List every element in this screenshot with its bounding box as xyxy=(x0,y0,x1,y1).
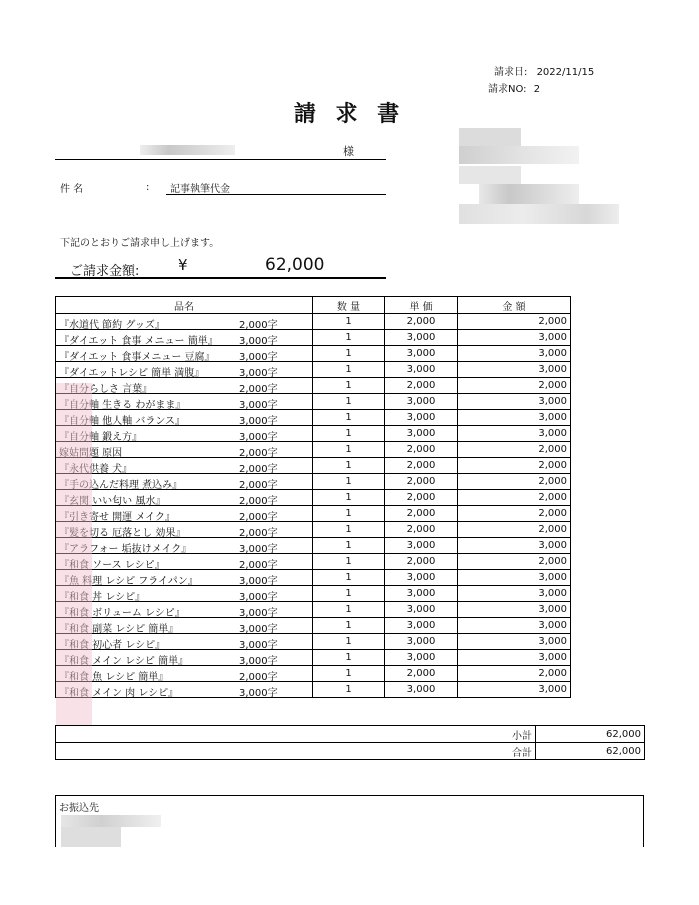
item-qty: 1 xyxy=(313,602,385,618)
total-amount-underline xyxy=(55,277,386,279)
item-unit-price: 3,000 xyxy=(385,570,458,586)
item-amount: 2,000 xyxy=(458,378,571,394)
item-amount: 3,000 xyxy=(458,682,571,698)
item-name: 『和食 ボリューム レシピ』 xyxy=(59,608,185,619)
item-unit-price: 2,000 xyxy=(385,506,458,522)
item-chars: 2,000字 xyxy=(239,560,278,571)
item-unit-price: 2,000 xyxy=(385,522,458,538)
item-name-cell xyxy=(56,650,313,666)
item-name-cell xyxy=(56,458,313,474)
item-amount: 3,000 xyxy=(458,602,571,618)
item-unit-price: 2,000 xyxy=(385,314,458,330)
item-chars: 2,000字 xyxy=(239,528,278,539)
table-row xyxy=(56,602,571,618)
invoice-date-label: 請求日: xyxy=(494,67,528,78)
item-unit-price: 3,000 xyxy=(385,346,458,362)
item-name-cell xyxy=(56,682,313,698)
item-chars: 3,000字 xyxy=(239,656,278,667)
item-chars: 3,000字 xyxy=(239,416,278,427)
table-row xyxy=(56,618,571,634)
item-unit-price: 3,000 xyxy=(385,410,458,426)
item-name-cell xyxy=(56,362,313,378)
table-row xyxy=(56,650,571,666)
item-name: 『ダイエット 食事 メニュー 簡単』 xyxy=(59,336,218,347)
item-amount: 2,000 xyxy=(458,506,571,522)
item-name: 『和食 魚 レシピ 簡単』 xyxy=(59,672,169,683)
table-row xyxy=(56,570,571,586)
table-row xyxy=(56,314,571,330)
item-amount: 2,000 xyxy=(458,474,571,490)
item-amount: 3,000 xyxy=(458,410,571,426)
sender-info-redacted-4 xyxy=(479,184,579,204)
item-chars: 3,000字 xyxy=(239,352,278,363)
item-chars: 3,000字 xyxy=(239,592,278,603)
item-name: 『自分らしさ 言葉』 xyxy=(59,384,153,395)
table-row xyxy=(56,490,571,506)
item-qty: 1 xyxy=(313,618,385,634)
item-unit-price: 3,000 xyxy=(385,362,458,378)
header-unit: 単 価 xyxy=(385,297,458,314)
item-name-cell xyxy=(56,346,313,362)
customer-underline xyxy=(55,159,386,160)
item-amount: 3,000 xyxy=(458,362,571,378)
item-qty: 1 xyxy=(313,554,385,570)
total-row xyxy=(56,743,645,760)
item-chars: 3,000字 xyxy=(239,432,278,443)
table-row xyxy=(56,634,571,650)
item-chars: 3,000字 xyxy=(239,688,278,699)
item-qty: 1 xyxy=(313,666,385,682)
item-chars: 2,000字 xyxy=(239,320,278,331)
grand-total-value: 62,000 xyxy=(536,743,645,760)
item-amount: 3,000 xyxy=(458,650,571,666)
item-name-cell xyxy=(56,602,313,618)
item-amount: 3,000 xyxy=(458,634,571,650)
invoice-number-label: 請求NO: xyxy=(488,84,527,95)
item-amount: 2,000 xyxy=(458,314,571,330)
item-name: 『水道代 節約 グッズ』 xyxy=(59,320,165,331)
table-header-row xyxy=(56,297,571,314)
item-unit-price: 3,000 xyxy=(385,634,458,650)
sender-info-redacted-3 xyxy=(459,166,521,184)
item-name: 『和食 ソース レシピ』 xyxy=(59,560,165,571)
item-name: 『和食 丼 レシピ』 xyxy=(59,592,146,603)
item-name: 『和食 メイン レシピ 簡単』 xyxy=(59,656,189,667)
item-amount: 3,000 xyxy=(458,586,571,602)
table-row xyxy=(56,682,571,698)
subject-label: 件 名 xyxy=(60,184,84,195)
item-amount: 3,000 xyxy=(458,346,571,362)
item-amount: 3,000 xyxy=(458,570,571,586)
subtotal-value: 62,000 xyxy=(536,726,645,743)
item-chars: 3,000字 xyxy=(239,576,278,587)
item-amount: 3,000 xyxy=(458,330,571,346)
item-unit-price: 3,000 xyxy=(385,682,458,698)
request-message: 下記のとおりご請求申し上げます。 xyxy=(60,238,220,249)
item-qty: 1 xyxy=(313,490,385,506)
item-name-cell xyxy=(56,426,313,442)
item-name-cell xyxy=(56,410,313,426)
item-qty: 1 xyxy=(313,314,385,330)
header-qty: 数 量 xyxy=(313,297,385,314)
table-row xyxy=(56,394,571,410)
invoice-number xyxy=(488,80,540,95)
item-qty: 1 xyxy=(313,346,385,362)
item-name-cell xyxy=(56,506,313,522)
subtotal-label: 小計 xyxy=(56,726,536,743)
item-chars: 3,000字 xyxy=(239,624,278,635)
item-name-cell xyxy=(56,314,313,330)
customer-name-redacted xyxy=(140,145,235,155)
item-amount: 3,000 xyxy=(458,538,571,554)
item-unit-price: 3,000 xyxy=(385,586,458,602)
item-chars: 3,000字 xyxy=(239,640,278,651)
item-name-cell xyxy=(56,586,313,602)
item-qty: 1 xyxy=(313,426,385,442)
item-qty: 1 xyxy=(313,570,385,586)
item-qty: 1 xyxy=(313,506,385,522)
bank-info-redacted-2 xyxy=(61,827,121,847)
item-name: 『髪を切る 厄落とし 効果』 xyxy=(59,528,186,539)
item-qty: 1 xyxy=(313,410,385,426)
item-name: 『アラフォー 垢抜けメイク』 xyxy=(59,544,192,555)
item-name: 『和食 初心者 レシピ』 xyxy=(59,640,166,651)
item-unit-price: 3,000 xyxy=(385,426,458,442)
total-amount-value: 62,000 xyxy=(265,255,325,275)
item-chars: 3,000字 xyxy=(239,544,278,555)
item-qty: 1 xyxy=(313,634,385,650)
item-amount: 2,000 xyxy=(458,442,571,458)
items-table xyxy=(55,296,571,698)
item-unit-price: 2,000 xyxy=(385,554,458,570)
item-chars: 2,000字 xyxy=(239,672,278,683)
table-row xyxy=(56,346,571,362)
item-amount: 3,000 xyxy=(458,394,571,410)
subject-colon: : xyxy=(146,182,150,193)
item-amount: 3,000 xyxy=(458,618,571,634)
total-amount-currency: ¥ xyxy=(178,256,188,274)
item-chars: 3,000字 xyxy=(239,400,278,411)
item-qty: 1 xyxy=(313,378,385,394)
item-amount: 2,000 xyxy=(458,522,571,538)
table-row xyxy=(56,506,571,522)
item-name: 『玄関 いい匂い 風水』 xyxy=(59,496,166,507)
item-qty: 1 xyxy=(313,474,385,490)
item-unit-price: 2,000 xyxy=(385,474,458,490)
item-amount: 2,000 xyxy=(458,666,571,682)
item-chars: 2,000字 xyxy=(239,384,278,395)
table-row xyxy=(56,666,571,682)
item-amount: 3,000 xyxy=(458,426,571,442)
item-chars: 2,000字 xyxy=(239,496,278,507)
item-chars: 3,000字 xyxy=(239,336,278,347)
item-chars: 2,000字 xyxy=(239,480,278,491)
item-unit-price: 3,000 xyxy=(385,330,458,346)
subject-value: 記事執筆代金 xyxy=(170,184,230,195)
item-unit-price: 3,000 xyxy=(385,650,458,666)
table-row xyxy=(56,426,571,442)
sender-info-redacted-5 xyxy=(459,204,619,224)
item-unit-price: 3,000 xyxy=(385,394,458,410)
item-name: 『永代供養 犬』 xyxy=(59,464,133,475)
subtotal-row xyxy=(56,726,645,743)
item-name: 『引き寄せ 開運 メイク』 xyxy=(59,512,175,523)
item-qty: 1 xyxy=(313,394,385,410)
item-name: 『和食 メイン 肉 レシピ』 xyxy=(59,688,179,699)
item-qty: 1 xyxy=(313,362,385,378)
table-row xyxy=(56,330,571,346)
item-name: 『ダイエットレシピ 簡単 満腹』 xyxy=(59,368,205,379)
item-unit-price: 3,000 xyxy=(385,618,458,634)
invoice-date xyxy=(494,63,594,78)
customer-honorific: 様 xyxy=(343,145,354,158)
item-chars: 2,000字 xyxy=(239,448,278,459)
item-qty: 1 xyxy=(313,586,385,602)
table-row xyxy=(56,538,571,554)
table-row xyxy=(56,586,571,602)
item-name: 『魚 料理 レシピ フライパン』 xyxy=(59,576,198,587)
item-amount: 2,000 xyxy=(458,490,571,506)
item-name-cell xyxy=(56,554,313,570)
item-qty: 1 xyxy=(313,458,385,474)
item-unit-price: 2,000 xyxy=(385,490,458,506)
item-name-cell xyxy=(56,522,313,538)
item-name: 『自分軸 鍛え方』 xyxy=(59,432,143,443)
summary-table xyxy=(55,725,645,760)
item-name-cell xyxy=(56,474,313,490)
item-name: 『和食 副菜 レシピ 簡単』 xyxy=(59,624,179,635)
item-name-cell xyxy=(56,442,313,458)
item-unit-price: 2,000 xyxy=(385,442,458,458)
table-row xyxy=(56,362,571,378)
bank-info-box xyxy=(55,795,644,847)
table-row xyxy=(56,474,571,490)
item-unit-price: 3,000 xyxy=(385,602,458,618)
invoice-number-value: 2 xyxy=(533,84,541,95)
table-row xyxy=(56,378,571,394)
item-name: 『自分軸 他人軸 バランス』 xyxy=(59,416,186,427)
item-qty: 1 xyxy=(313,682,385,698)
invoice-date-value: 2022/11/15 xyxy=(536,67,595,78)
item-name-cell xyxy=(56,618,313,634)
item-qty: 1 xyxy=(313,442,385,458)
item-name-cell xyxy=(56,490,313,506)
item-unit-price: 2,000 xyxy=(385,378,458,394)
item-name-cell xyxy=(56,634,313,650)
item-name-cell xyxy=(56,570,313,586)
item-name-cell xyxy=(56,378,313,394)
table-row xyxy=(56,522,571,538)
table-row xyxy=(56,554,571,570)
item-qty: 1 xyxy=(313,522,385,538)
page-title: 請 求 書 xyxy=(293,102,406,127)
item-name: 嫁姑問題 原因 xyxy=(59,448,123,459)
bank-info-label: お振込先 xyxy=(59,803,99,814)
item-unit-price: 3,000 xyxy=(385,538,458,554)
item-chars: 3,000字 xyxy=(239,368,278,379)
item-name-cell xyxy=(56,666,313,682)
sender-info-redacted xyxy=(459,128,521,146)
item-name: 『手の込んだ料理 煮込み』 xyxy=(59,480,183,491)
item-amount: 2,000 xyxy=(458,554,571,570)
item-chars: 2,000字 xyxy=(239,464,278,475)
item-unit-price: 2,000 xyxy=(385,666,458,682)
item-unit-price: 2,000 xyxy=(385,458,458,474)
item-name-cell xyxy=(56,394,313,410)
bank-info-redacted xyxy=(61,815,161,827)
header-name: 品名 xyxy=(56,297,313,314)
total-amount-label: ご請求金額: xyxy=(70,264,140,279)
item-qty: 1 xyxy=(313,650,385,666)
item-qty: 1 xyxy=(313,538,385,554)
item-name-cell xyxy=(56,330,313,346)
table-row xyxy=(56,410,571,426)
header-amount: 金 額 xyxy=(458,297,571,314)
table-row xyxy=(56,442,571,458)
item-chars: 2,000字 xyxy=(239,512,278,523)
sender-info-redacted-2 xyxy=(459,146,579,164)
grand-total-label: 合計 xyxy=(56,743,536,760)
item-name: 『自分軸 生きる わがまま』 xyxy=(59,400,186,411)
table-row xyxy=(56,458,571,474)
item-qty: 1 xyxy=(313,330,385,346)
subject-underline xyxy=(166,194,386,195)
item-amount: 2,000 xyxy=(458,458,571,474)
item-chars: 3,000字 xyxy=(239,608,278,619)
item-name: 『ダイエット 食事メニュー 豆腐』 xyxy=(59,352,215,363)
item-name-cell xyxy=(56,538,313,554)
